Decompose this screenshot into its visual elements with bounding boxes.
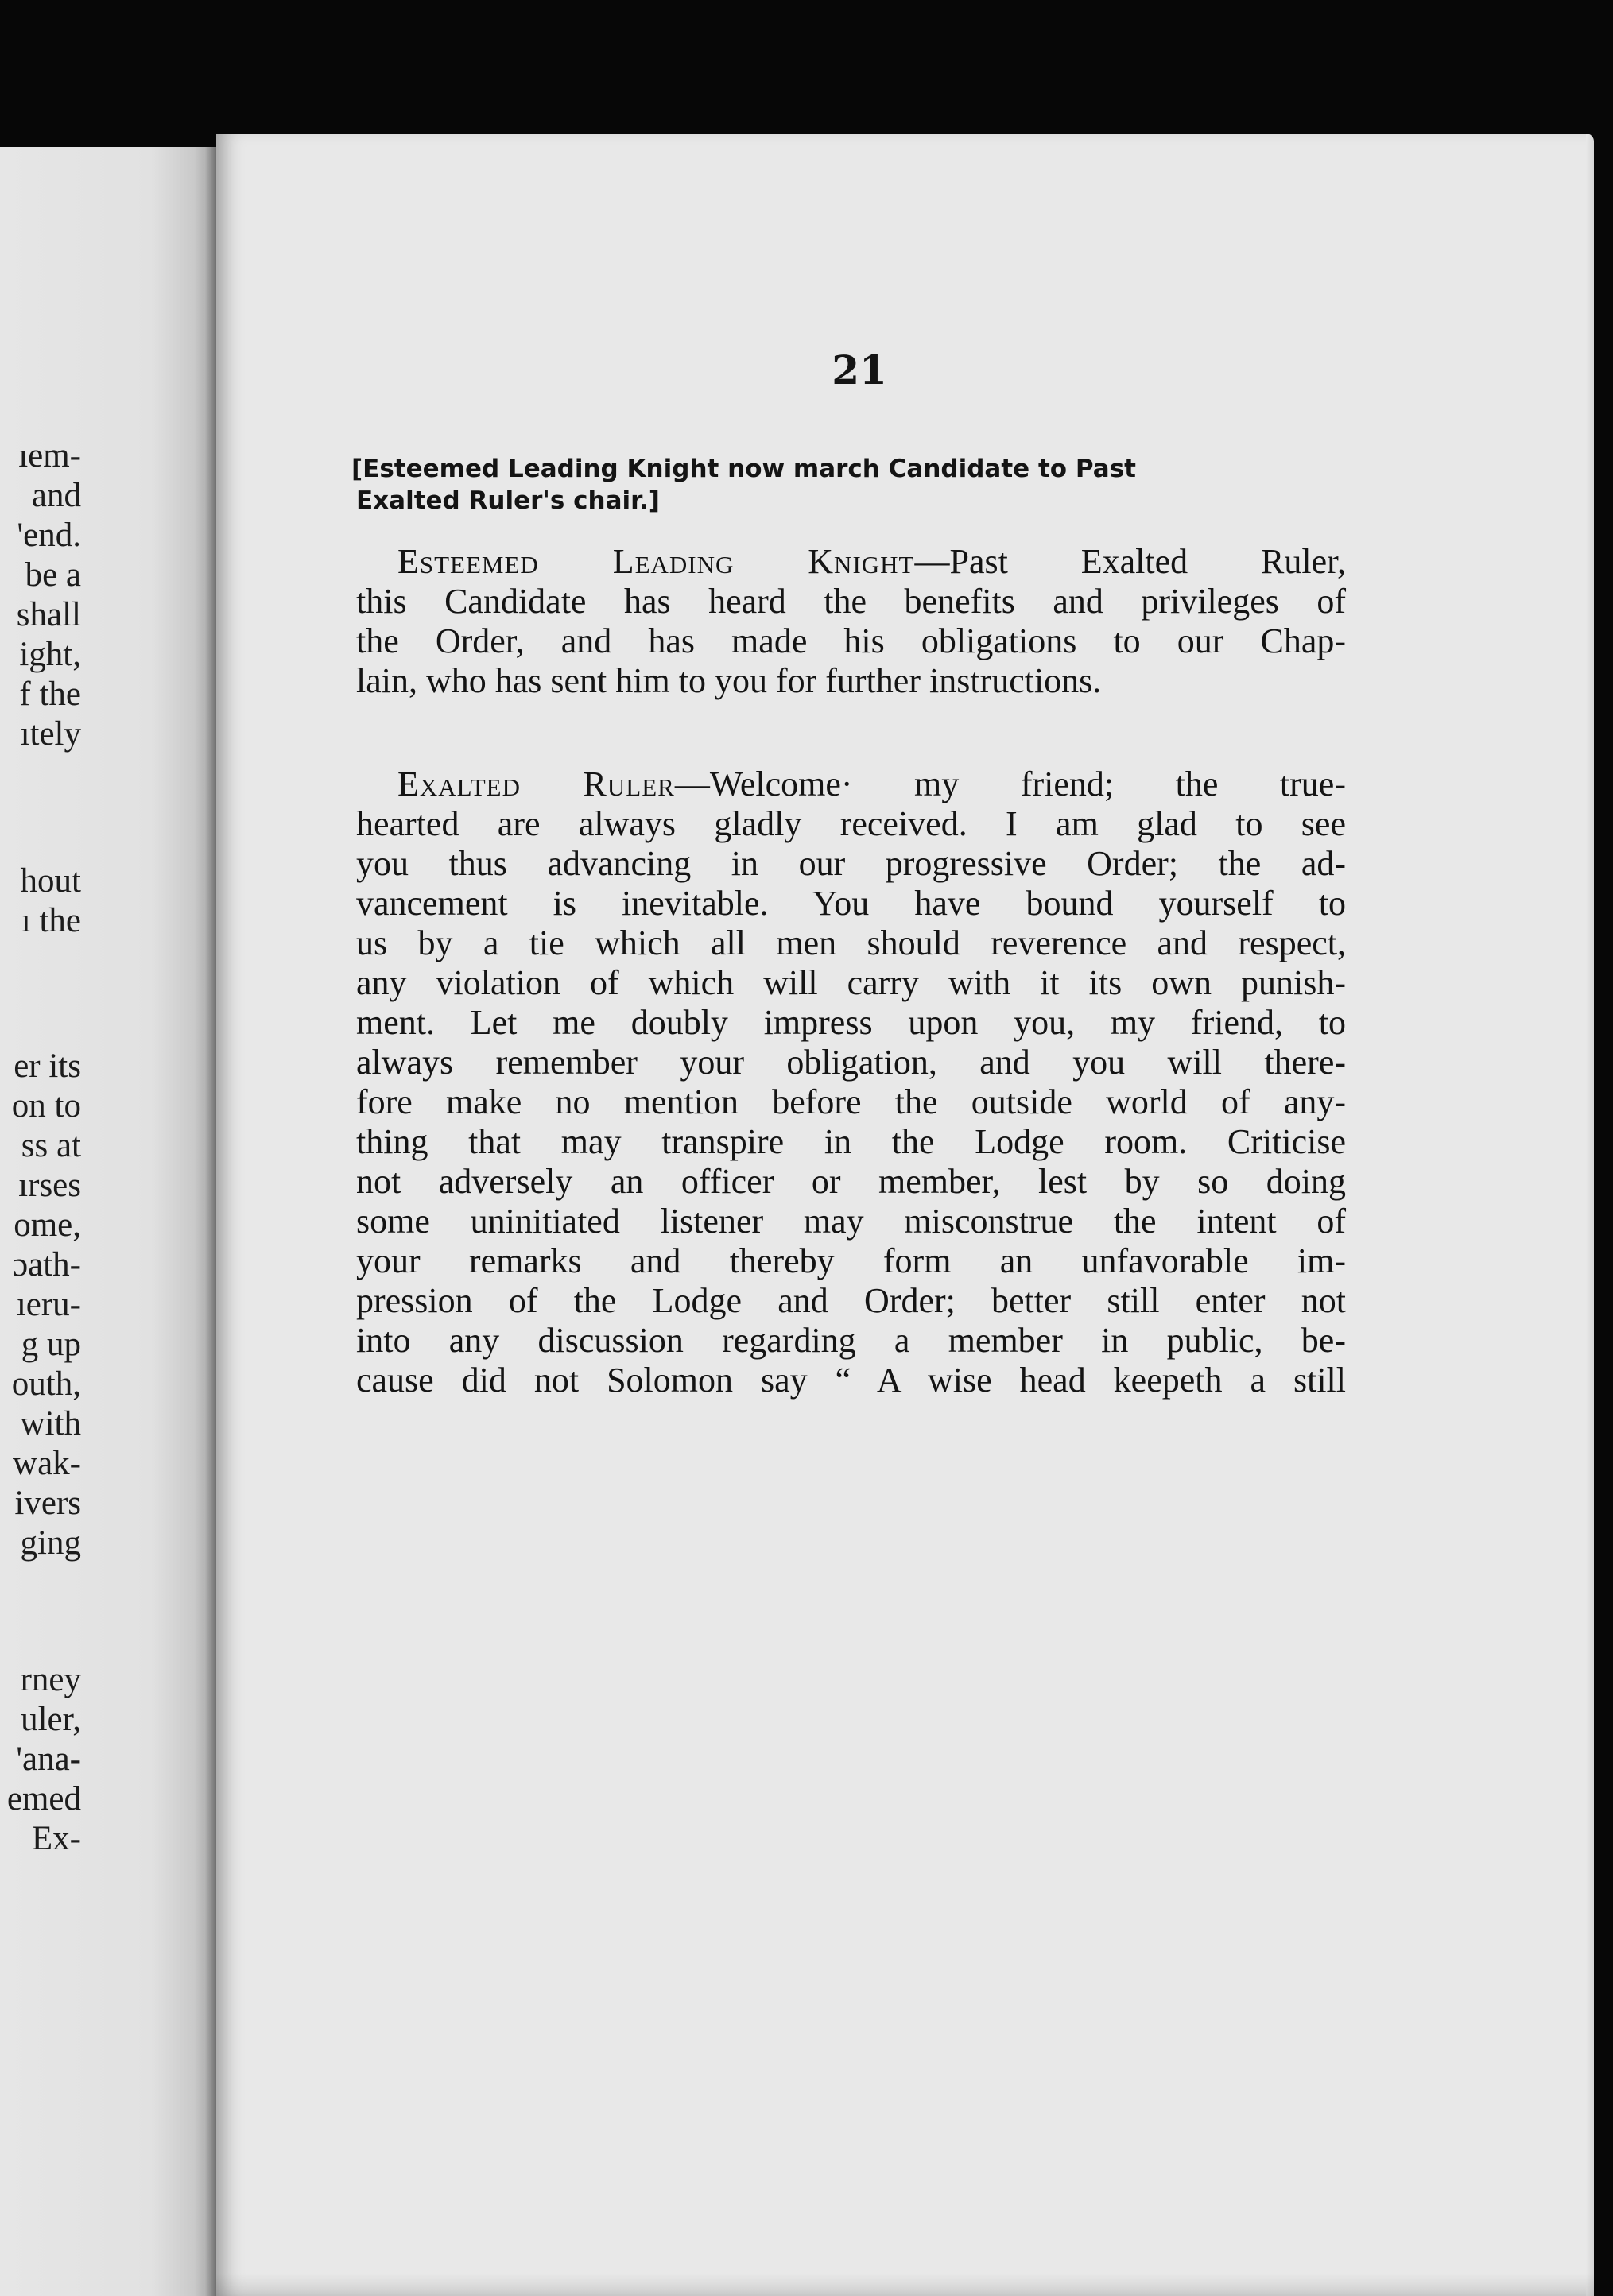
speech-line: you thus advancing in our progressive Order; the ad- [356, 844, 1346, 883]
speech-line: us by a tie which all men should reverence and respect, [356, 923, 1346, 962]
left-page-text-fragment: ivers [14, 1485, 81, 1522]
speech-text: —Past Exalted Ruler, [914, 542, 1346, 581]
left-page-text-fragment: ight, [19, 636, 81, 673]
page-bottom-shadow [216, 2273, 1594, 2296]
left-page-text-fragment: 'ana- [16, 1740, 81, 1778]
speech-first-line [356, 765, 1346, 804]
left-page-text-fragment: ıem- [18, 437, 81, 474]
speech-line: not adversely an officer or member, lest by so doing [356, 1162, 1346, 1201]
left-page-text-fragment: ging [20, 1524, 81, 1562]
left-page-text-fragment: rney [20, 1661, 81, 1698]
stage-direction [351, 453, 1350, 517]
left-page-text-fragment: f the [19, 676, 81, 713]
left-page-text-fragment: uler, [21, 1701, 81, 1738]
speech-line: pression of the Lodge and Order; better still enter not [356, 1281, 1346, 1320]
speech-line: always remember your obligation, and you will there- [356, 1043, 1346, 1082]
speech-line: thing that may transpire in the Lodge room. Criticise [356, 1122, 1346, 1161]
speech-esteemed-leading-knight [356, 542, 1346, 701]
left-page-text-fragment: emed [6, 1780, 81, 1818]
speech-line: the Order, and has made his obligations to our Chap- [356, 621, 1346, 660]
speech-line: into any discussion regarding a member in public, be- [356, 1321, 1346, 1360]
left-page-text-fragment: wak- [13, 1445, 81, 1482]
left-page-text-fragment: hout [20, 862, 81, 900]
speech-line: any violation of which will carry with it its own punish- [356, 963, 1346, 1002]
page-number: 21 [832, 347, 887, 393]
left-page-edge [0, 147, 216, 2296]
speech-line: lain, who has sent him to you for further instructions. [356, 661, 1102, 700]
page-edge [1586, 134, 1594, 2296]
speech-line: some uninitiated listener may misconstrue the intent of [356, 1202, 1346, 1241]
left-page-text-fragment: ome, [14, 1206, 81, 1244]
left-page-text-fragment: ırses [18, 1167, 81, 1204]
speech-exalted-ruler [356, 765, 1346, 1400]
speech-line: hearted are always gladly received. I am glad to see [356, 804, 1346, 843]
speech-line: ment. Let me doubly impress upon you, my friend, to [356, 1003, 1346, 1042]
left-page-text-fragment: shall [16, 596, 81, 633]
left-page-text-fragment: ıeru- [16, 1286, 81, 1323]
left-page-text-fragment: Ex- [31, 1820, 81, 1857]
stage-direction-line: [Esteemed Leading Knight now march Candidate to Past [351, 455, 1136, 483]
left-page-text-fragment: and [31, 477, 81, 514]
speech-line: fore make no mention before the outside world of any- [356, 1082, 1346, 1121]
speech-first-line [356, 542, 1346, 582]
left-page-text-fragment: er its [14, 1047, 81, 1085]
speech-line: cause did not Solomon say “ A wise head keepeth a still [356, 1361, 1346, 1400]
speaker-name: Esteemed Leading Knight [397, 542, 915, 581]
left-page-text-fragment: ıtely [20, 715, 81, 753]
left-page-text-fragment: ss at [21, 1127, 81, 1164]
book-gutter [204, 147, 216, 2296]
speaker-name: Exalted Ruler [397, 765, 675, 803]
left-page-text-fragment: outh, [11, 1365, 81, 1403]
speech-text: —Welcome· my friend; the true- [674, 765, 1346, 803]
speech-line: vancement is inevitable. You have bound yourself to [356, 884, 1346, 923]
left-page-text-fragment: on to [11, 1087, 81, 1125]
left-page-text-fragment: g up [21, 1326, 81, 1363]
stage-direction-line: Exalted Ruler's chair.] [356, 486, 660, 515]
left-page-text-fragment: 'end. [17, 517, 81, 554]
left-page-text-fragment: ı the [21, 902, 81, 939]
left-page-text-fragment: ɔath- [13, 1246, 81, 1284]
speech-line: this Candidate has heard the benefits and privileges of [356, 582, 1346, 621]
left-page-text-fragment: be a [25, 556, 81, 594]
speech-line: your remarks and thereby form an unfavorable im- [356, 1241, 1346, 1280]
left-page-text-fragment: with [20, 1405, 81, 1442]
